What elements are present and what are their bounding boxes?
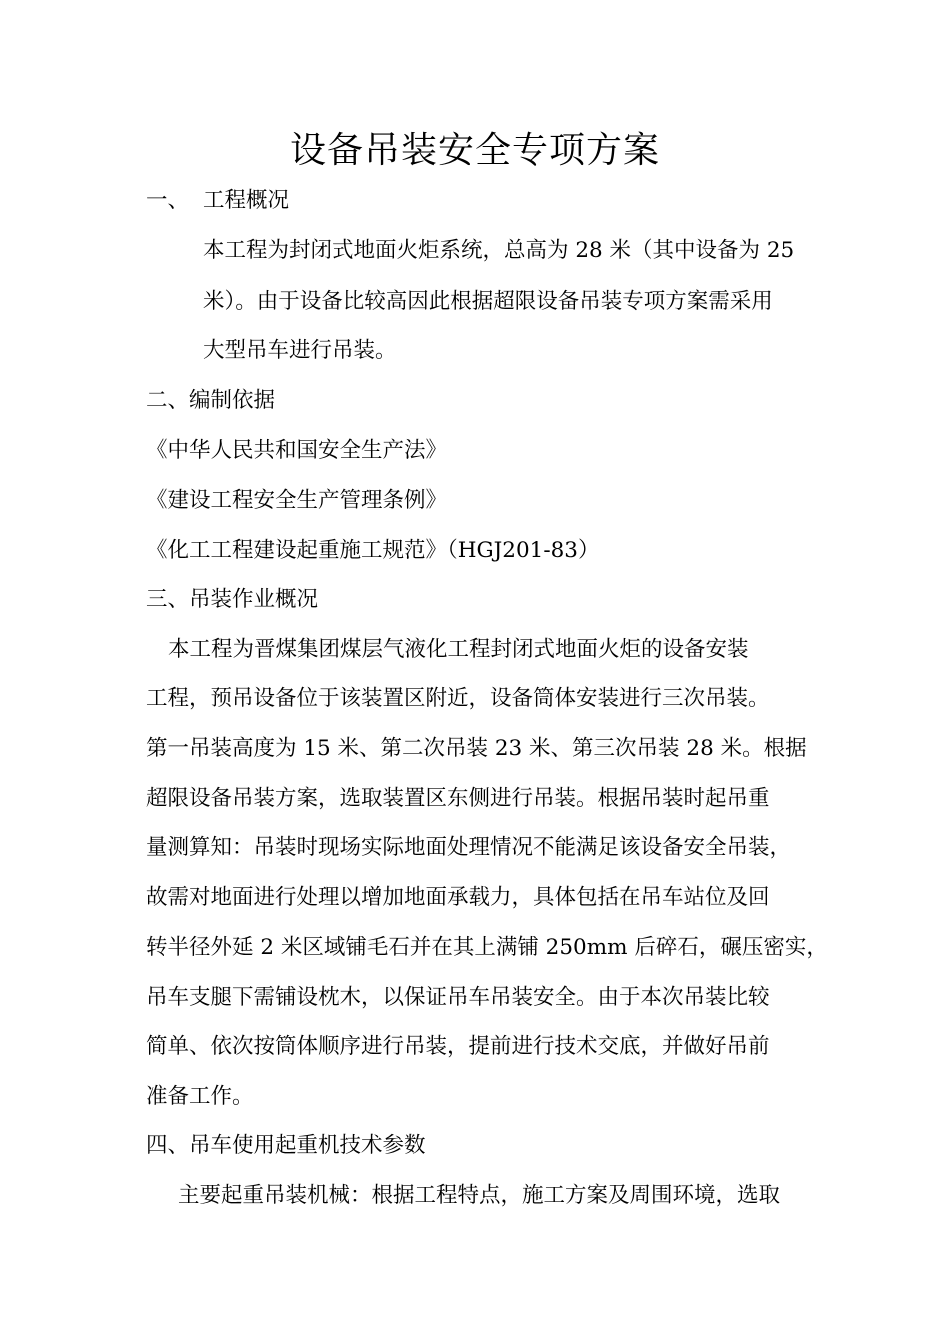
reference-item: 《中华人民共和国安全生产法》 [146, 438, 448, 463]
section-3-paragraph-line: 准备工作。 [146, 1084, 254, 1109]
section-3-paragraph-line: 吊车支腿下需铺设枕木，以保证吊车吊装安全。由于本次吊装比较 [146, 985, 770, 1010]
section-4-heading: 四、吊车使用起重机技术参数 [146, 1133, 426, 1158]
document-title: 设备吊装安全专项方案 [289, 130, 660, 171]
section-3-paragraph-line: 超限设备吊装方案，选取装置区东侧进行吊装。根据吊装时起吊重 [146, 786, 770, 811]
section-1-heading: 工程概况 [203, 188, 290, 213]
section-1-number: 一、 [146, 188, 190, 213]
section-3-paragraph-line: 简单、依次按筒体顺序进行吊装，提前进行技术交底，并做好吊前 [146, 1034, 770, 1059]
reference-item: 《建设工程安全生产管理条例》 [146, 488, 448, 513]
section-3-paragraph-line: 第一吊装高度为 15 米、第二次吊装 23 米、第三次吊装 28 米。根据 [146, 736, 807, 761]
section-3-paragraph-line: 本工程为晋煤集团煤层气液化工程封闭式地面火炬的设备安装 [168, 637, 749, 662]
section-3-paragraph-line: 转半径外延 2 米区域铺毛石并在其上满铺 250mm 后碎石，碾压密实， [146, 935, 828, 960]
section-1-paragraph-line: 大型吊车进行吊装。 [203, 338, 397, 363]
section-3-paragraph-line: 工程，预吊设备位于该装置区附近，设备筒体安装进行三次吊装。 [146, 686, 770, 711]
section-1-paragraph-line: 本工程为封闭式地面火炬系统，总高为 28 米（其中设备为 25 [203, 238, 795, 263]
section-3-paragraph-line: 量测算知：吊装时现场实际地面处理情况不能满足该设备安全吊装， [146, 835, 792, 860]
section-2-heading: 二、编制依据 [146, 388, 276, 413]
reference-item: 《化工工程建设起重施工规范》（HGJ201-83） [146, 538, 600, 563]
section-3-heading: 三、吊装作业概况 [146, 587, 319, 612]
section-4-paragraph-line: 主要起重吊装机械：根据工程特点，施工方案及周围环境，选取 [178, 1183, 781, 1208]
section-1-paragraph-line: 米）。由于设备比较高因此根据超限设备吊装专项方案需采用 [203, 289, 773, 314]
section-3-paragraph-line: 故需对地面进行处理以增加地面承载力，具体包括在吊车站位及回 [146, 885, 770, 910]
